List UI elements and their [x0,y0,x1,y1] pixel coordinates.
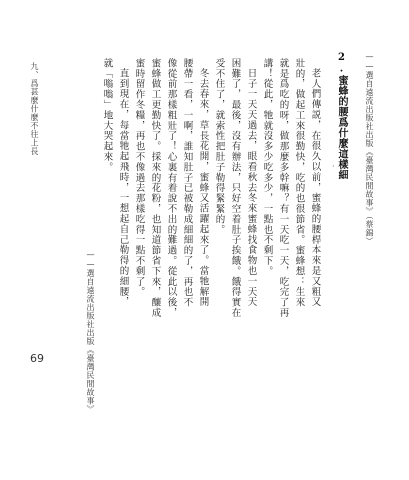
source-footer: ——選自遠流出版社出版《臺灣民間故事》 [86,250,95,414]
chapter-running-title: 九、爲甚麼什麼不往上長 [30,62,39,156]
margin-dot-icon: · [332,162,335,171]
body-column: 直到現在，每當牠起飛時，一想起自己勒得的細腰， [117,68,129,308]
section-title: 2.蜜蜂的腰爲什麼這樣細 [336,52,347,180]
body-column: 老人們傳説，在很久以前，蜜蜂的腰桿本來是又粗又 [309,68,321,308]
body-column: 講！從此，牠就沒多少吃多少，一點也不剩下。 [261,58,273,277]
body-column: 壯的，做起工來很勤快，吃的也很節省。蜜蜂想：生來 [293,58,305,308]
source-header: ——選自遠流出版社出版《臺灣民間故事》（蔡錦） [365,52,374,246]
body-column: 就是爲吃的呀，做那麼多幹嘛？有一天吃一天，吃完了再 [277,58,289,318]
body-column: 腰帶一看，一啊，誰知肚子已被勒成細細的了，再也不 [181,58,193,308]
body-column: 蜜時留作冬糧，再也不像過去那樣吃得一點不剩了。 [133,58,145,298]
page-number: 69 [30,352,44,365]
body-column: 冬去春來，草長花開，蜜蜂又活躍起來了。當牠解開 [197,68,209,308]
body-column: 就「嗡嗡」地大哭起來。 [101,58,113,173]
body-column: 像從前那樣粗壯了！心裏有着說不出的難過。從此以後， [165,58,177,318]
body-column: 困難了，最後，沒有辦法，只好空着肚子挨餓。餓得實在 [229,58,241,318]
body-column: 日子一天天過去，眼看秋去冬來蜜蜂找食物也一天天 [245,68,257,308]
body-column: 蜜蜂做工更勤快了。採來的花粉，也知道節省下來，釀成 [149,58,161,318]
body-column: 受不住了，就索性把肚子勒得緊緊的。 [213,58,225,235]
